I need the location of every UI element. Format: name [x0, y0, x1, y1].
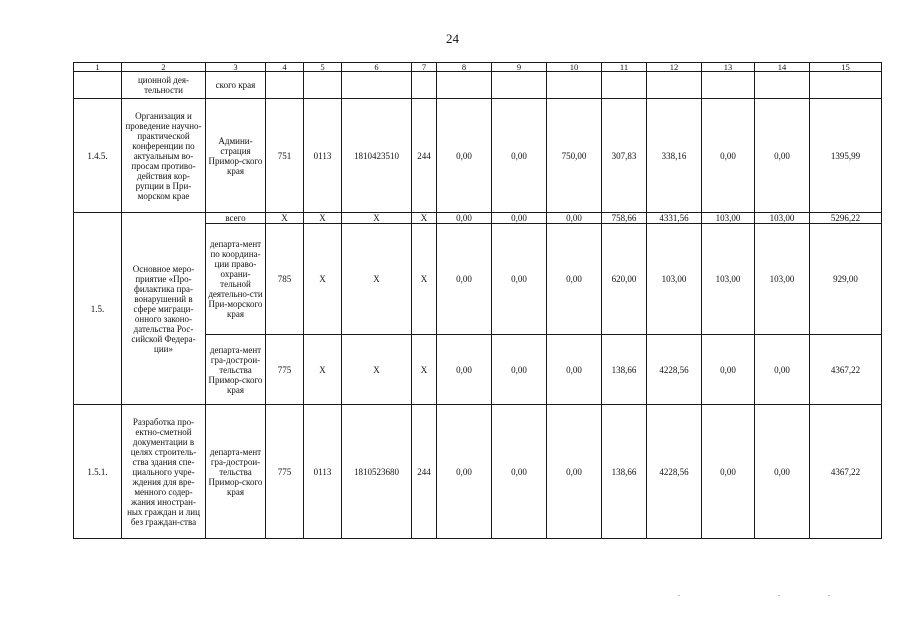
cell: [437, 72, 492, 99]
row-name: Организация и проведение научно-практической конференции по актуальным во-просам противо-действия кор-рупции в При-морском крае: [122, 99, 206, 213]
cell: 0,00: [702, 335, 755, 405]
row-executor: ского края: [206, 72, 266, 99]
column-header: 5: [304, 63, 342, 72]
row-executor: всего: [206, 213, 266, 224]
cell: 0,00: [437, 99, 492, 213]
cell: 4367,22: [810, 335, 882, 405]
scan-speck: [828, 595, 830, 596]
cell: 138,66: [602, 335, 647, 405]
cell: 0113: [304, 405, 342, 539]
cell: 0,00: [437, 224, 492, 335]
cell: 1810423510: [342, 99, 412, 213]
column-header: 6: [342, 63, 412, 72]
cell: 103,00: [702, 213, 755, 224]
cell: X: [412, 224, 437, 335]
cell: [547, 72, 602, 99]
table-row: [74, 213, 882, 224]
cell: 775: [266, 335, 304, 405]
cell: 103,00: [702, 224, 755, 335]
cell: 244: [412, 99, 437, 213]
cell: 307,83: [602, 99, 647, 213]
cell: 750,00: [547, 99, 602, 213]
cell: 103,00: [755, 224, 810, 335]
row-code: 1.4.5.: [74, 99, 122, 213]
cell: 0,00: [755, 405, 810, 539]
cell: 775: [266, 405, 304, 539]
row-code: 1.5.1.: [74, 405, 122, 539]
cell: 0,00: [547, 405, 602, 539]
cell: 103,00: [647, 224, 702, 335]
column-header: 13: [702, 63, 755, 72]
row-code: 1.5.: [74, 213, 122, 405]
cell: 0,00: [492, 405, 547, 539]
cell: 751: [266, 99, 304, 213]
scan-speck: [778, 595, 780, 596]
cell: X: [266, 213, 304, 224]
cell: 0,00: [755, 335, 810, 405]
cell: X: [342, 224, 412, 335]
row-name: Основное меро-приятие «Про-филактика пра-вонарушений в сфере миграци-онного законо-дательства Рос-сийской Федера-ции»: [122, 213, 206, 405]
cell: 0,00: [702, 99, 755, 213]
cell: X: [304, 224, 342, 335]
column-header: 10: [547, 63, 602, 72]
header-row: [74, 63, 882, 72]
cell: [810, 72, 882, 99]
cell: [304, 72, 342, 99]
cell: [492, 72, 547, 99]
cell: 0,00: [437, 213, 492, 224]
cell: 620,00: [602, 224, 647, 335]
cell: 338,16: [647, 99, 702, 213]
row-name: Разработка про-ектно-сметной документации в целях строитель-ства здания спе-циального учре-ждения для вре-менного содер-жания иностран-ных граждан и лиц без граждан-ства: [122, 405, 206, 539]
cell: 1395,99: [810, 99, 882, 213]
row-executor: департа-мент гра-дострои-тельства Примор-ского края: [206, 335, 266, 405]
table-row: [74, 72, 882, 99]
cell: X: [412, 213, 437, 224]
cell: 244: [412, 405, 437, 539]
cell: [702, 72, 755, 99]
column-header: 4: [266, 63, 304, 72]
cell: 785: [266, 224, 304, 335]
column-header: 7: [412, 63, 437, 72]
column-header: 1: [74, 63, 122, 72]
cell: 0,00: [702, 405, 755, 539]
row-executor: Админи-страция Примор-ского края: [206, 99, 266, 213]
cell: 0113: [304, 99, 342, 213]
cell: 0,00: [547, 224, 602, 335]
cell: [266, 72, 304, 99]
cell: 4331,56: [647, 213, 702, 224]
cell: 0,00: [547, 335, 602, 405]
cell: [412, 72, 437, 99]
column-header: 11: [602, 63, 647, 72]
cell: X: [342, 213, 412, 224]
column-header: 9: [492, 63, 547, 72]
cell: 929,00: [810, 224, 882, 335]
row-name: ционной дея-тельности: [122, 72, 206, 99]
cell: 0,00: [492, 335, 547, 405]
cell: 103,00: [755, 213, 810, 224]
cell: 1810523680: [342, 405, 412, 539]
cell: 0,00: [492, 224, 547, 335]
cell: 0,00: [492, 213, 547, 224]
cell: 4228,56: [647, 335, 702, 405]
row-code: [74, 72, 122, 99]
cell: 138,66: [602, 405, 647, 539]
cell: 758,66: [602, 213, 647, 224]
page-number: 24: [446, 31, 459, 46]
table-row: [74, 405, 882, 539]
column-header: 15: [810, 63, 882, 72]
table-row: [74, 99, 882, 213]
row-executor: департа-мент по координа-ции право-охрани-тельной деятельно-сти При-морского края: [206, 224, 266, 335]
cell: 5296,22: [810, 213, 882, 224]
cell: 0,00: [492, 99, 547, 213]
cell: 0,00: [437, 405, 492, 539]
column-header: 2: [122, 63, 206, 72]
cell: 0,00: [547, 213, 602, 224]
cell: [647, 72, 702, 99]
row-executor: департа-мент гра-дострои-тельства Примор-ского края: [206, 405, 266, 539]
cell: X: [342, 335, 412, 405]
column-header: 8: [437, 63, 492, 72]
cell: [342, 72, 412, 99]
column-header: 3: [206, 63, 266, 72]
column-header: 14: [755, 63, 810, 72]
budget-table: [73, 62, 882, 539]
cell: 0,00: [755, 99, 810, 213]
cell: X: [304, 213, 342, 224]
cell: X: [412, 335, 437, 405]
cell: 0,00: [437, 335, 492, 405]
cell: [755, 72, 810, 99]
cell: 4367,22: [810, 405, 882, 539]
cell: [602, 72, 647, 99]
scan-speck: [678, 595, 680, 596]
cell: X: [304, 335, 342, 405]
cell: 4228,56: [647, 405, 702, 539]
column-header: 12: [647, 63, 702, 72]
